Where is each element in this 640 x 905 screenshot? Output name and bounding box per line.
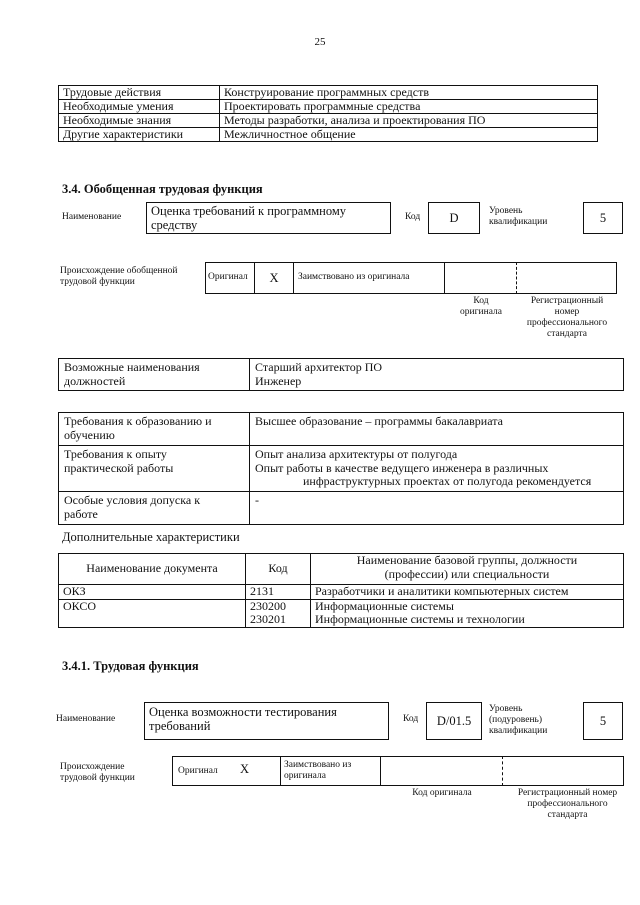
row-label: Необходимые знания [59, 114, 220, 128]
cell-code [246, 599, 311, 627]
row-value: Методы разработки, анализа и проектирования ПО [220, 114, 598, 128]
header-line: (профессии) или специальности [384, 566, 550, 581]
label-line: Возможные наименования [64, 360, 200, 374]
row-value [250, 413, 624, 446]
code-line: 230200 [250, 598, 286, 613]
row-label: Трудовые действия [59, 86, 220, 100]
borrowed-line: оригинала [284, 771, 326, 781]
table-row [59, 86, 598, 100]
label-line: работе [64, 506, 98, 521]
code-line: 230201 [250, 612, 286, 626]
cell-name [311, 599, 624, 627]
divider [444, 262, 445, 294]
divider [280, 756, 281, 786]
origin-label-line: трудовой функции [60, 773, 135, 783]
row-value: Конструирование программных средств [220, 86, 598, 100]
origin-label-line: трудовой функции [60, 277, 135, 287]
name-value-line: Оценка возможности тестирования [149, 705, 337, 719]
name-line: Информационные системы [315, 598, 454, 613]
row-label [59, 413, 250, 446]
col-header-name [311, 554, 624, 585]
reg-number-line: номер [554, 307, 580, 317]
value-line: Инженер [255, 373, 302, 388]
level-label-line: квалификации [489, 217, 548, 227]
requirements-table [58, 412, 624, 525]
origin-label [60, 266, 178, 288]
cell-doc: ОКСО [59, 599, 246, 627]
label-line: Требования к образованию и [64, 414, 212, 428]
level-label [489, 206, 547, 228]
additional-table [58, 553, 624, 628]
cell-doc: ОКЗ [59, 585, 246, 600]
table-row [59, 359, 624, 391]
value-line: Опыт анализа архитектуры от полугода [255, 447, 458, 461]
table-row [59, 585, 624, 600]
divider [502, 756, 503, 786]
label-line: практической работы [64, 460, 174, 475]
row-value [250, 492, 624, 525]
divider [380, 756, 381, 786]
name-value-line: средству [151, 218, 198, 232]
origin-label-line: Происхождение обобщенной [60, 266, 178, 276]
row-label: Другие характеристики [59, 128, 220, 142]
name-label: Наименование [62, 212, 122, 222]
level-label [489, 704, 547, 737]
value-line: Опыт работы в качестве ведущего инженера в различных [255, 460, 549, 475]
value-line: Высшее образование – программы бакалавриата [255, 414, 503, 428]
name-value-line: Оценка требований к программному [151, 204, 347, 218]
row-value: Межличностное общение [220, 128, 598, 142]
origin-label [60, 762, 135, 784]
name-value-box [144, 702, 389, 740]
reg-number-label [500, 788, 635, 821]
table-row [59, 128, 598, 142]
original-label: Оригинал [208, 272, 248, 282]
reg-number-line: стандарта [547, 810, 588, 820]
labor-actions-table [58, 85, 598, 142]
level-label-line: квалификации [489, 726, 548, 736]
original-label: Оригинал [178, 766, 218, 776]
table-row [59, 114, 598, 128]
section-heading: 3.4. Обобщенная трудовая функция [62, 182, 263, 196]
reg-number-label [512, 296, 622, 340]
code-value-box: D/01.5 [426, 702, 482, 740]
reg-number-line: Регистрационный номер [517, 788, 618, 798]
original-mark: X [254, 262, 294, 294]
cell-name: Разработчики и аналитики компьютерных систем [311, 585, 624, 600]
code-value-box: D [428, 202, 480, 234]
table-row [59, 100, 598, 114]
label-line: должностей [64, 373, 126, 388]
name-value-box [146, 202, 391, 234]
code-original-line: оригинала [460, 307, 502, 317]
page-number: 25 [314, 36, 326, 48]
row-label [59, 492, 250, 525]
reg-number-line: профессионального [527, 799, 608, 809]
reg-number-line: стандарта [547, 329, 587, 339]
name-line: Информационные системы и технологии [315, 612, 525, 626]
level-label-line: Уровень [489, 704, 523, 714]
col-header-code: Код [246, 554, 311, 585]
code-original-line: Код [473, 296, 489, 306]
value-line: инфраструктурных проектах от полугода рекомендуется [303, 474, 592, 488]
name-value-line: требований [149, 719, 211, 733]
borrowed-label [284, 760, 351, 782]
level-label-line: (подуровень) [489, 715, 543, 725]
table-row [59, 492, 624, 525]
borrowed-label: Заимствовано из оригинала [298, 272, 410, 282]
label-line: обучению [64, 427, 115, 442]
table-row [59, 599, 624, 627]
origin-label-line: Происхождение [60, 762, 125, 772]
code-label: Код [405, 212, 421, 222]
value-line: Старший архитектор ПО [255, 360, 383, 374]
table-row [59, 413, 624, 446]
label-line: Особые условия допуска к [64, 493, 201, 507]
row-label [59, 359, 250, 391]
label-line: Требования к опыту [64, 447, 167, 461]
level-label-line: Уровень [489, 206, 523, 216]
row-value: Проектировать программные средства [220, 100, 598, 114]
divider [516, 262, 517, 294]
code-label: Код [403, 714, 419, 724]
level-value-box: 5 [583, 202, 623, 234]
section-heading: 3.4.1. Трудовая функция [62, 659, 199, 673]
row-value [250, 359, 624, 391]
cell-code: 2131 [246, 585, 311, 600]
col-header-doc: Наименование документа [59, 554, 246, 585]
additional-heading: Дополнительные характеристики [62, 530, 240, 544]
level-value-box: 5 [583, 702, 623, 740]
positions-table [58, 358, 624, 391]
original-mark: X [240, 762, 250, 776]
table-row [59, 446, 624, 492]
name-label: Наименование [56, 714, 116, 724]
header-line: Наименование базовой группы, должности [356, 553, 578, 567]
reg-number-line: Регистрационный [530, 296, 604, 306]
code-original-label: Код оригинала [412, 788, 472, 798]
reg-number-line: профессионального [526, 318, 608, 328]
code-original-label [448, 296, 514, 318]
borrowed-line: Заимствовано из [284, 760, 352, 770]
row-label [59, 446, 250, 492]
value-line: - [255, 493, 259, 507]
table-header-row [59, 554, 624, 585]
row-label: Необходимые умения [59, 100, 220, 114]
row-value [250, 446, 624, 492]
